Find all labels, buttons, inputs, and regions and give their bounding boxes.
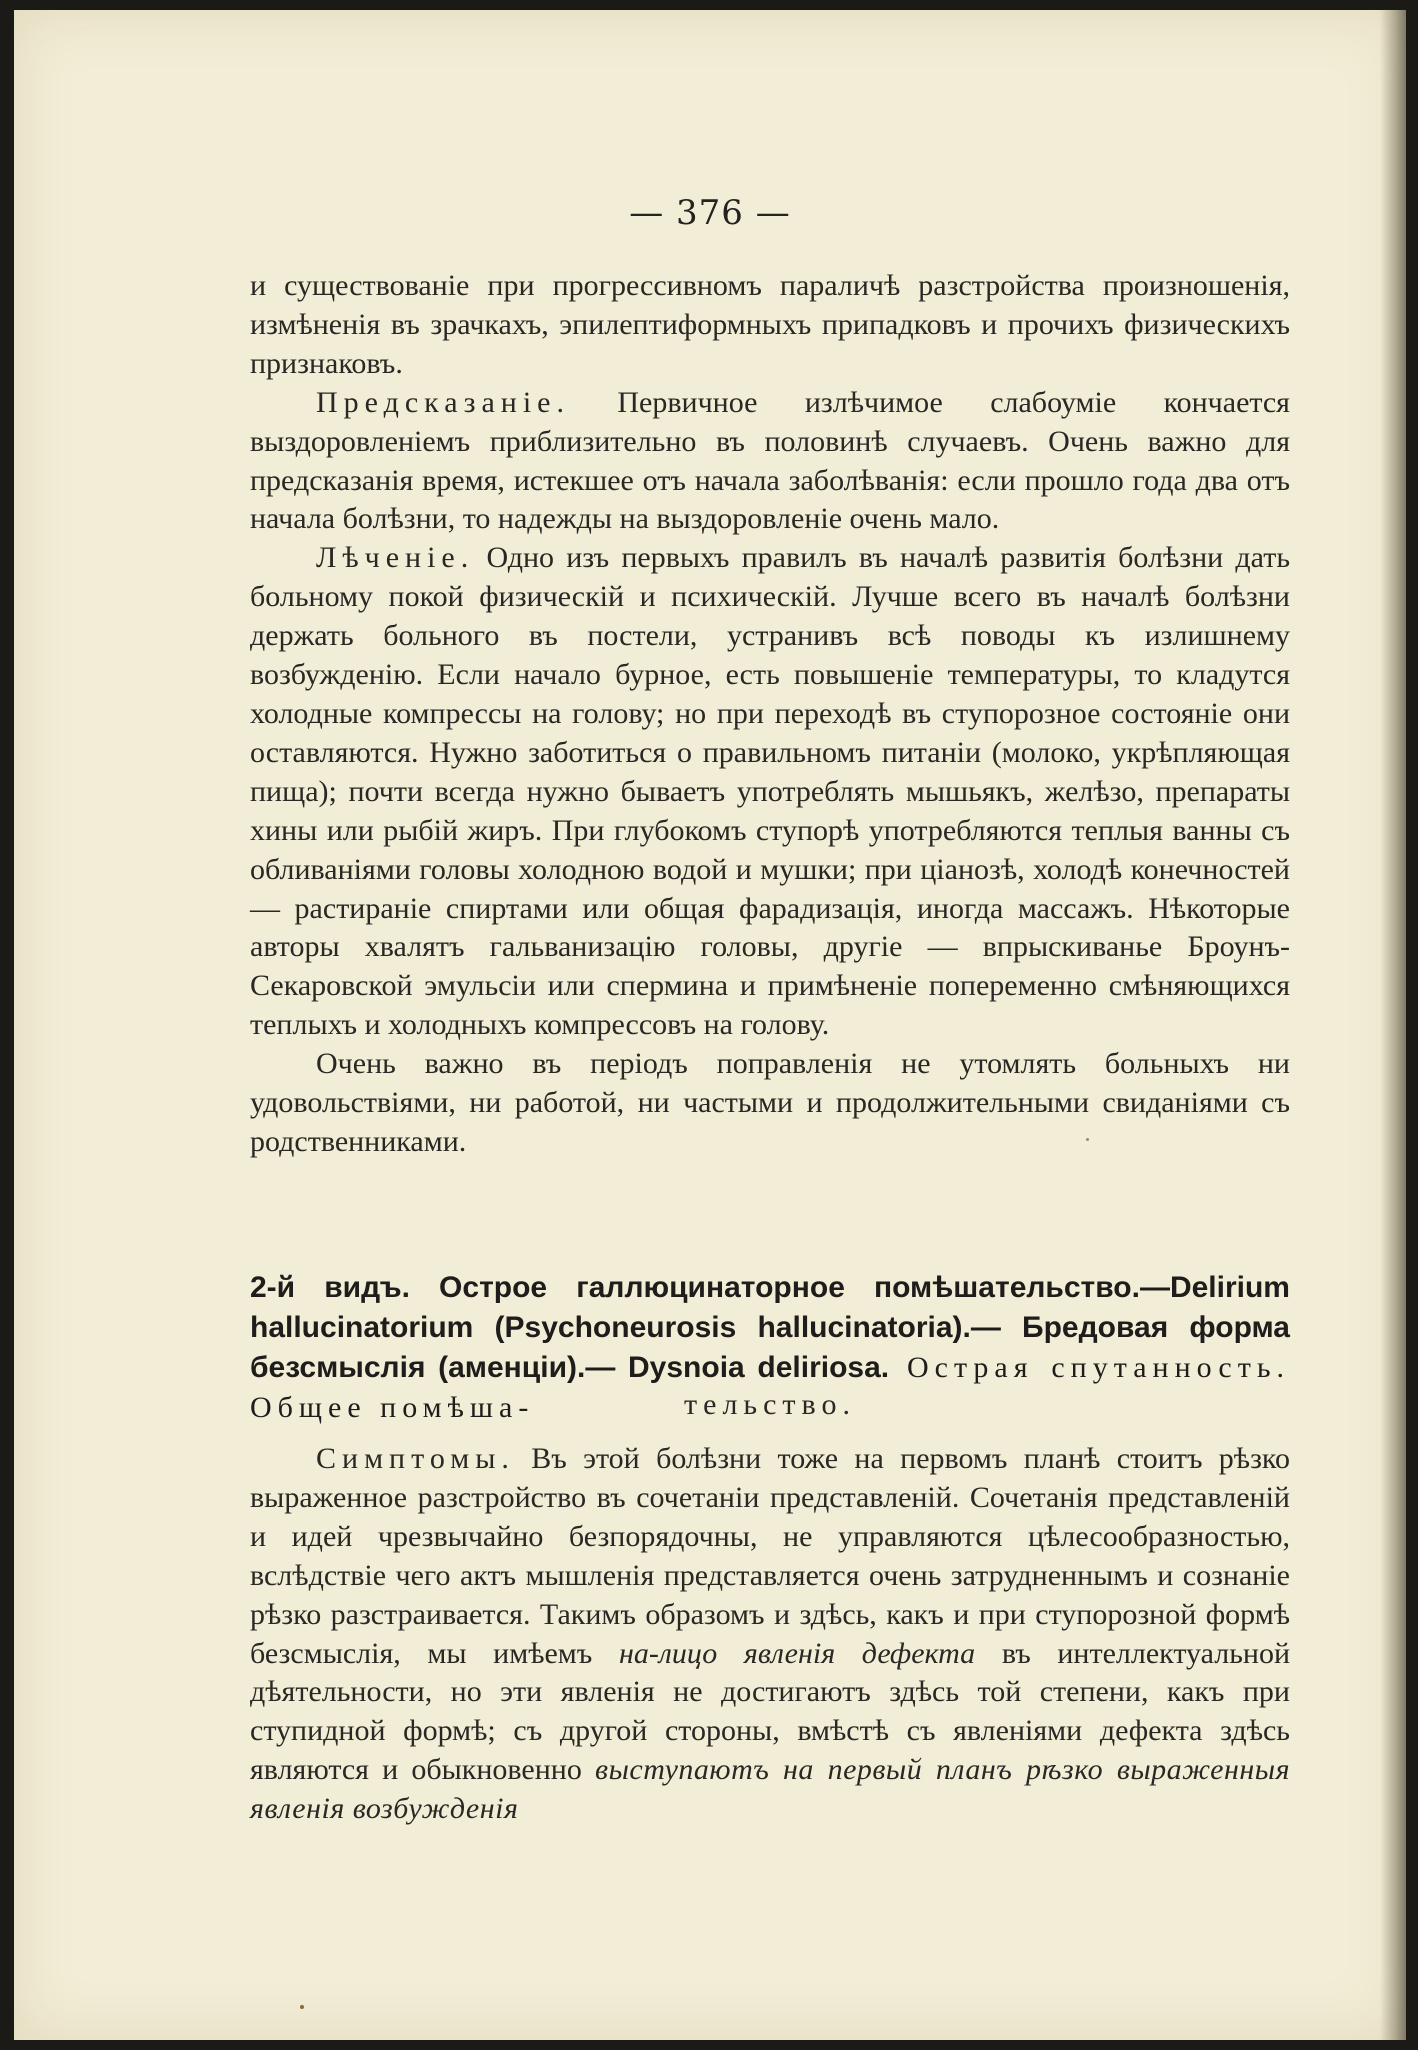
book-page — [14, 10, 1406, 2040]
treatment-heading: Лѣченіе. — [316, 541, 475, 575]
symptoms-text-a: Въ этой болѣзни тоже на первомъ планѣ стоитъ рѣзко выраженное разстройство въ сочетаніи представленій. Сочетанія представленій и идей чрезвычайно безпорядочны, не управляются цѣлесообразностью, вслѣдствіе чего актъ мышленія представляется очень затрудненнымъ и сознаніе рѣзко разстраивается. Такимъ образомъ и здѣсь, какъ и при ступорозной формѣ безсмыслія, мы имѣемъ — [250, 1442, 1290, 1670]
paper-speck — [300, 2005, 304, 2009]
symptoms-italic-b: выступаютъ на первый планъ рѣзко выраженныя явленія возбужденія — [250, 1753, 1291, 1826]
section-heading-subtitle: Острая спутанность. Общее помѣша- — [250, 1351, 1290, 1424]
paper-speck — [1086, 1138, 1089, 1141]
paragraph-continuation: и существованіе при прогрессивномъ параличѣ разстройства произношенія, измѣненія въ зрачкахъ, эпилептиформныхъ припадковъ и прочихъ физическихъ признаковъ. — [250, 269, 1290, 380]
prognosis-heading: Предсказаніе. — [316, 385, 570, 419]
symptoms-italic-a: на-лицо явленія дефекта — [618, 1636, 976, 1670]
text-block-bottom — [250, 1440, 1290, 1829]
paragraph-treatment — [250, 539, 1290, 1045]
paragraph-prognosis — [250, 384, 1290, 540]
section-heading-tail: тельство. — [684, 1388, 856, 1421]
paragraph-recovery: Очень важно въ періодъ поправленія не утомлять больныхъ ни удовольствіями, ни работой, ни частыми и продолжительными свиданіями съ родственниками. — [250, 1047, 1290, 1158]
symptoms-heading: Симптомы. — [316, 1442, 515, 1475]
section-heading-title: 2-й видъ. Острое галлюцинаторное помѣшательство.—Delirium hallucinatorium (Psychoneurosis hallucinatoria).— Бредовая форма безсмыслія (аменціи).— Dysnoia deliriosa. — [250, 1271, 1290, 1384]
symptoms-text-b: въ интеллектуальной дѣятельности, но эти явленія не достигаютъ здѣсь той степени, какъ при ступидной формѣ; съ другой стороны, вмѣстѣ съ явленіями дефекта здѣсь являются и обыкновенно — [250, 1636, 1290, 1787]
prognosis-text: Первичное излѣчимое слабоуміе кончается выздоровленіемъ приблизительно въ половинѣ случаевъ. Очень важно для предсказанія время, истекшее отъ начала заболѣванія: если прошло года два отъ начала болѣзни, то надежды на выздоровленіе очень мало. — [250, 385, 1290, 536]
paragraph-symptoms — [250, 1440, 1290, 1829]
treatment-text: Одно изъ первыхъ правилъ въ началѣ развитія болѣзни дать больному покой физическій и психическій. Лучше всего въ началѣ болѣзни держать больного въ постели, устранивъ всѣ поводы къ излишнему возбужденію. Если начало бурное, есть повышеніе температуры, то кладутся холодные компрессы на голову; но при переходѣ въ ступорозное состояніе они оставляются. Нужно заботиться о правильномъ питаніи (молоко, укрѣпляющая пища); почти всегда нужно бываетъ употреблять мышьякъ, желѣзо, препараты хины или рыбій жиръ. При глубокомъ ступорѣ употребляются теплыя ванны съ обливаніями головы холодною водой и мушки; при ціанозѣ, холодѣ конечностей — растираніе спиртами или общая фарадизація, иногда массажъ. Нѣкоторые авторы хвалятъ гальванизацію головы, другіе — впрыскиванье Броунъ-Секаровской эмульсіи или спермина и примѣненіе попеременно смѣняющихся теплыхъ и холодныхъ компрессовъ на голову. — [250, 541, 1290, 1042]
page-edge-shadow — [1380, 10, 1406, 2040]
page-number: — 376 — — [629, 193, 791, 233]
text-block-top — [250, 267, 1290, 1162]
